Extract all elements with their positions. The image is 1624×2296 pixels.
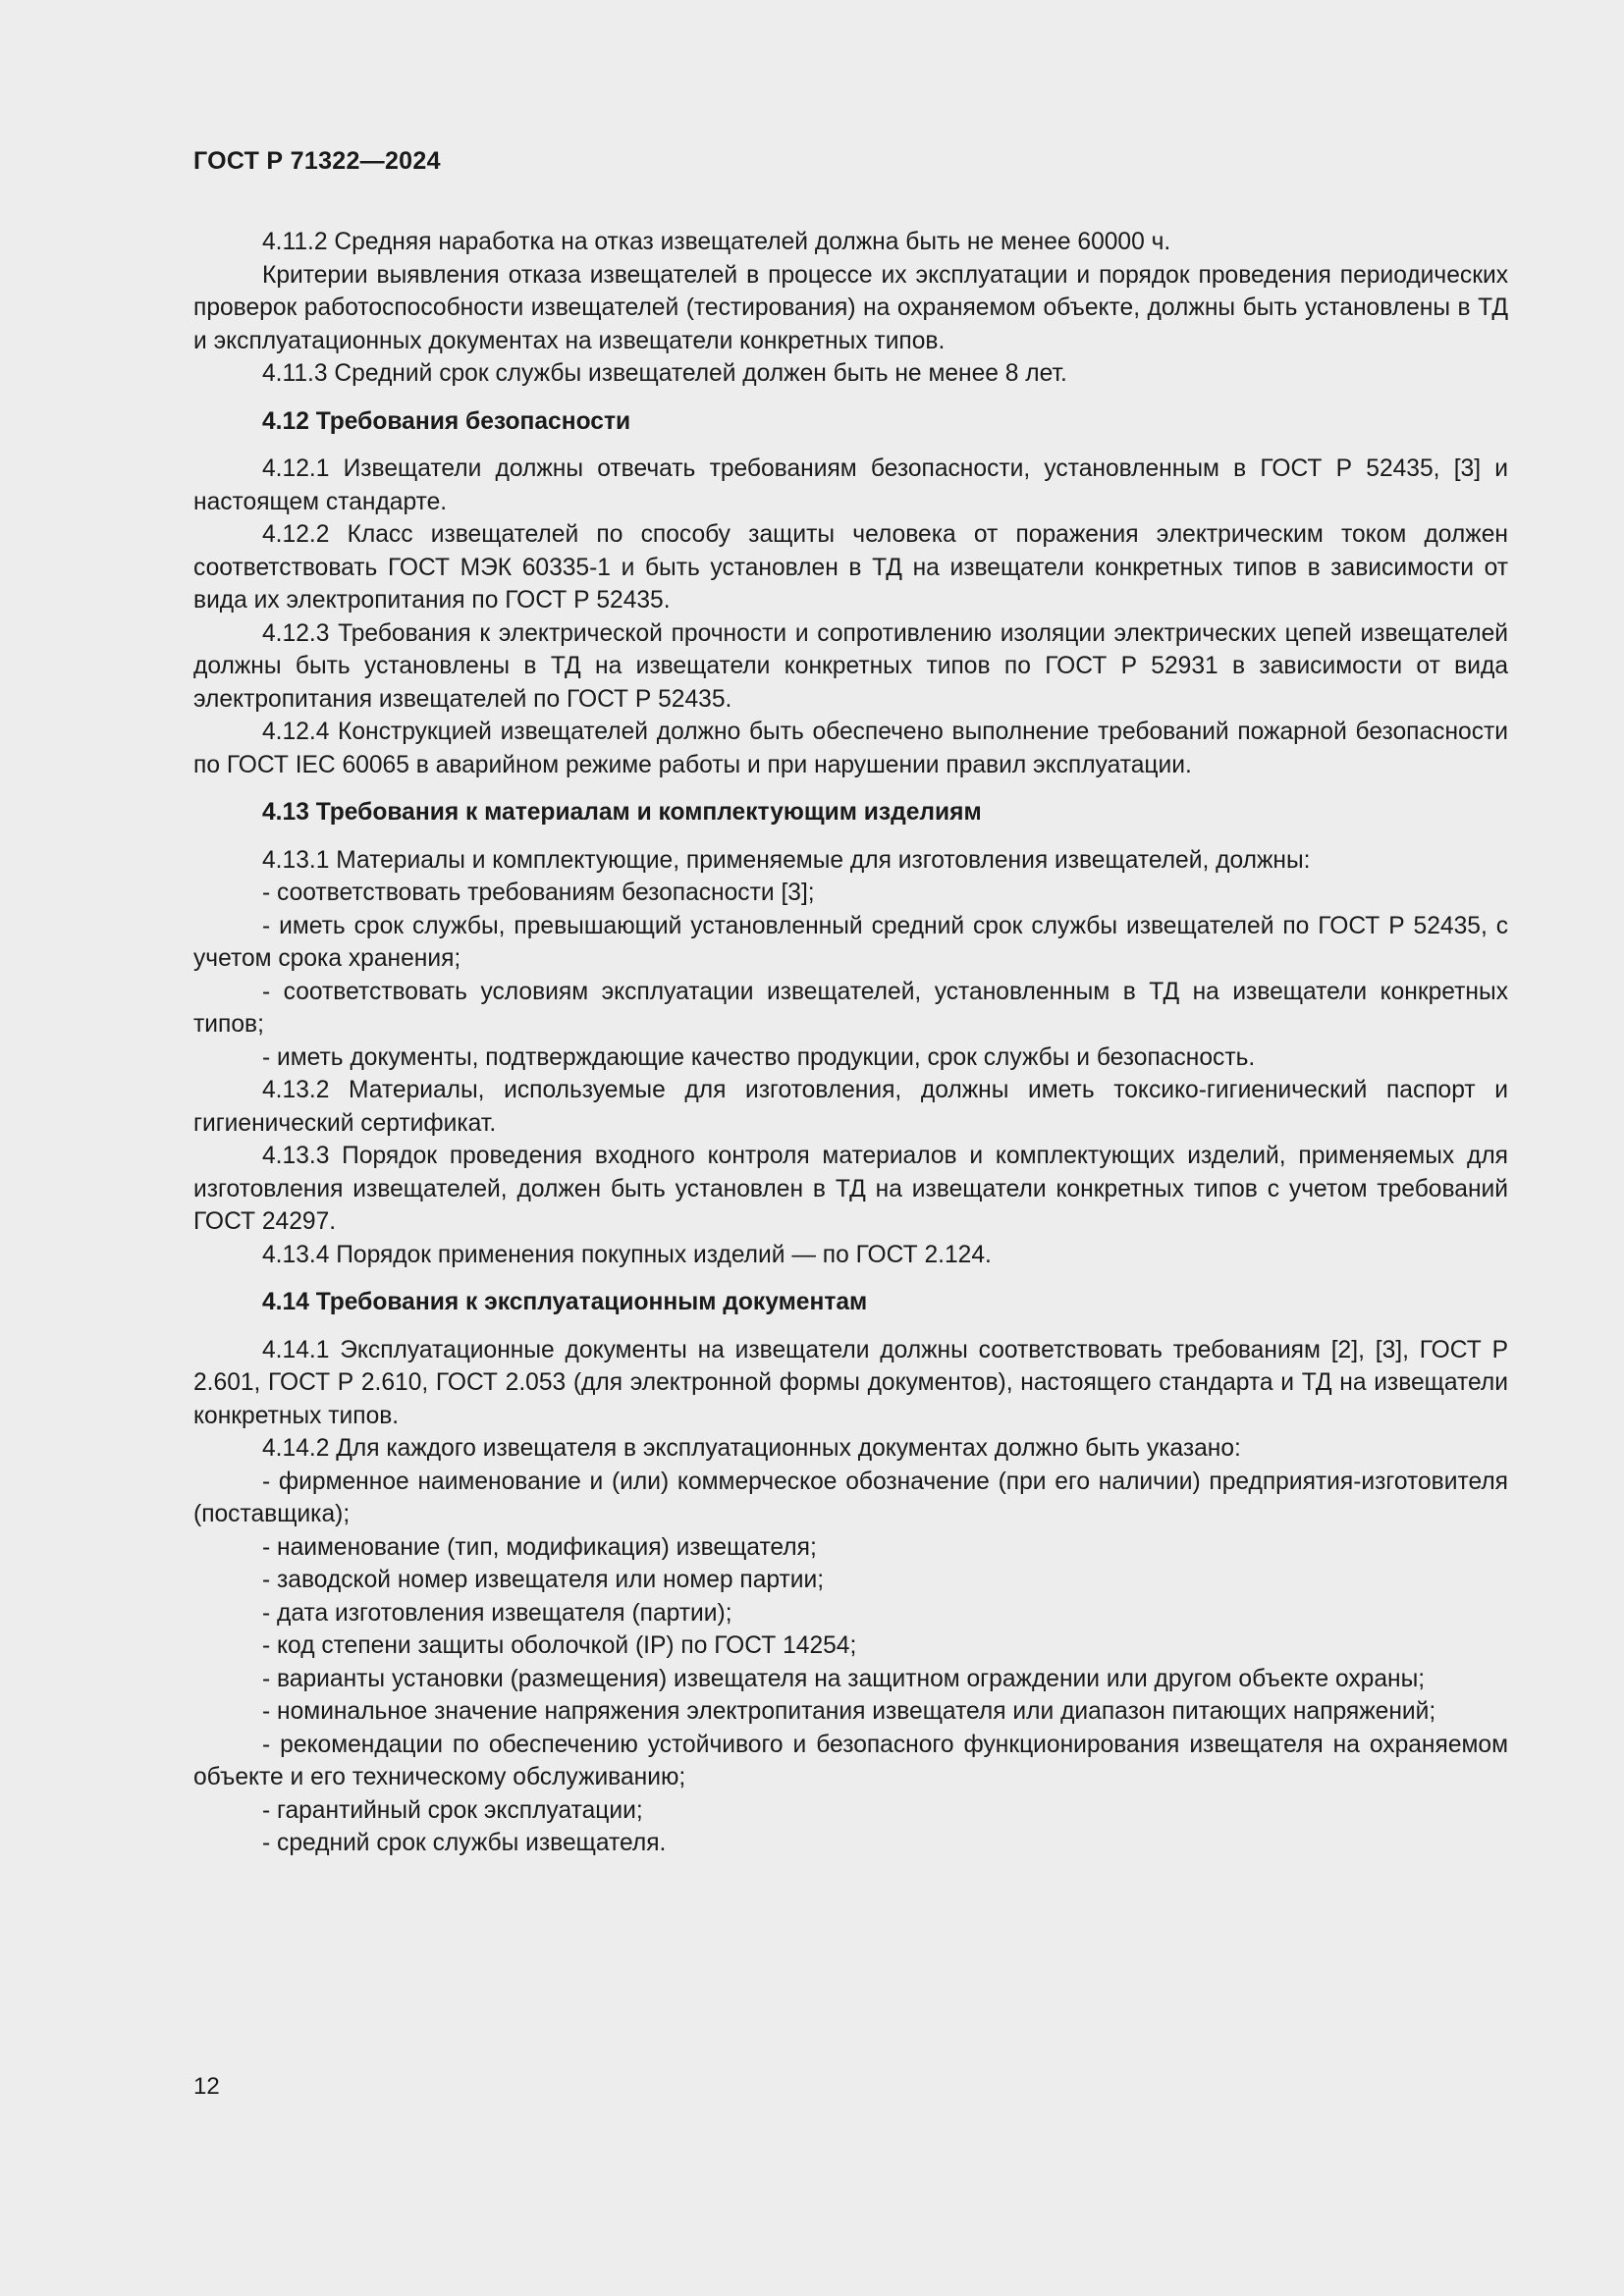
section-heading: 4.14 Требования к эксплуатационным документам (262, 1289, 868, 1315)
paragraph: 4.12.2 Класс извещателей по способу защиты человека от поражения электрическим током должен соответствовать ГОСТ МЭК 60335-1 и быть установлен в ТД на извещатели конкретных типов в зависимости от вида их электропитания по ГОСТ Р 52435. (193, 521, 1508, 614)
paragraph: 4.12.4 Конструкцией извещателей должно быть обеспечено выполнение требований пожарной безопасности по ГОСТ IEC 60065 в аварийном режиме работы и при нарушении правил эксплуатации. (193, 719, 1508, 778)
list-item: - варианты установки (размещения) извещателя на защитном ограждении или другом объекте охраны; (262, 1665, 1426, 1692)
list-item: - фирменное наименование и (или) коммерческое обозначение (при его наличии) предприятия-изготовителя (поставщика); (193, 1468, 1508, 1527)
document-code-header: ГОСТ Р 71322—2024 (193, 147, 441, 175)
list-item: - соответствовать требованиям безопасности [3]; (262, 880, 815, 906)
paragraph: Критерии выявления отказа извещателей в процессе их эксплуатации и порядок проведения периодических проверок работоспособности извещателей (тестирования) на охраняемом объекте, должны быть установлены в ТД и эксплуатационных документах на извещатели конкретных типов. (193, 261, 1508, 354)
paragraph: 4.13.4 Порядок применения покупных изделий — по ГОСТ 2.124. (262, 1241, 992, 1268)
page-number: 12 (193, 2073, 220, 2100)
paragraph: 4.14.2 Для каждого извещателя в эксплуатационных документах должно быть указано: (262, 1435, 1241, 1462)
list-item: - иметь срок службы, превышающий установленный средний срок службы извещателей по ГОСТ Р 52435, с учетом срока хранения; (193, 912, 1508, 972)
list-item: - заводской номер извещателя или номер партии; (262, 1567, 825, 1593)
section-heading: 4.13 Требования к материалам и комплектующим изделиям (262, 799, 982, 826)
paragraph: 4.11.2 Средняя наработка на отказ извещателей должна быть не менее 60000 ч. (262, 229, 1171, 255)
list-item: - дата изготовления извещателя (партии); (262, 1599, 732, 1627)
document-body (193, 226, 1508, 1860)
list-item: - код степени защиты оболочкой (IP) по ГОСТ 14254; (262, 1632, 857, 1659)
list-item: - рекомендации по обеспечению устойчивого и безопасного функционирования извещателя на охраняемом объекте и его техническому обслуживанию; (193, 1731, 1508, 1790)
list-item: - номинальное значение напряжения электропитания извещателя или диапазон питающих напряжений; (262, 1698, 1436, 1725)
list-item: - соответствовать условиям эксплуатации извещателей, установленным в ТД на извещатели конкретных типов; (193, 978, 1508, 1038)
paragraph: 4.11.3 Средний срок службы извещателей должен быть не менее 8 лет. (262, 360, 1067, 387)
paragraph: 4.14.1 Эксплуатационные документы на извещатели должны соответствовать требованиям [2], [3], ГОСТ Р 2.601, ГОСТ Р 2.610, ГОСТ 2.053 (для электронной формы документов), настоящего стандарта и ТД на извещатели конкретных типов. (193, 1336, 1508, 1429)
paragraph: 4.13.3 Порядок проведения входного контроля материалов и комплектующих изделий, применяемых для изготовления извещателей, должен быть установлен в ТД на извещатели конкретных типов с учетом требований ГОСТ 24297. (193, 1143, 1508, 1235)
list-item: - наименование (тип, модификация) извещателя; (262, 1533, 817, 1561)
list-item: - гарантийный срок эксплуатации; (262, 1796, 643, 1824)
paragraph: 4.13.2 Материалы, используемые для изготовления, должны иметь токсико-гигиенический паспорт и гигиенический сертификат. (193, 1077, 1508, 1137)
paragraph: 4.12.3 Требования к электрической прочности и сопротивлению изоляции электрических цепей извещателей должны быть установлены в ТД на извещатели конкретных типов по ГОСТ Р 52931 в зависимости от вида электропитания извещателей по ГОСТ Р 52435. (193, 619, 1508, 713)
paragraph: 4.13.1 Материалы и комплектующие, применяемые для изготовления извещателей, должны: (262, 846, 1311, 874)
list-item: - иметь документы, подтверждающие качество продукции, срок службы и безопасность. (262, 1043, 1256, 1071)
section-heading: 4.12 Требования безопасности (262, 407, 631, 435)
paragraph: 4.12.1 Извещатели должны отвечать требованиям безопасности, установленным в ГОСТ Р 52435, [3] и настоящем стандарте. (193, 455, 1508, 515)
list-item: - средний срок службы извещателя. (262, 1830, 667, 1856)
